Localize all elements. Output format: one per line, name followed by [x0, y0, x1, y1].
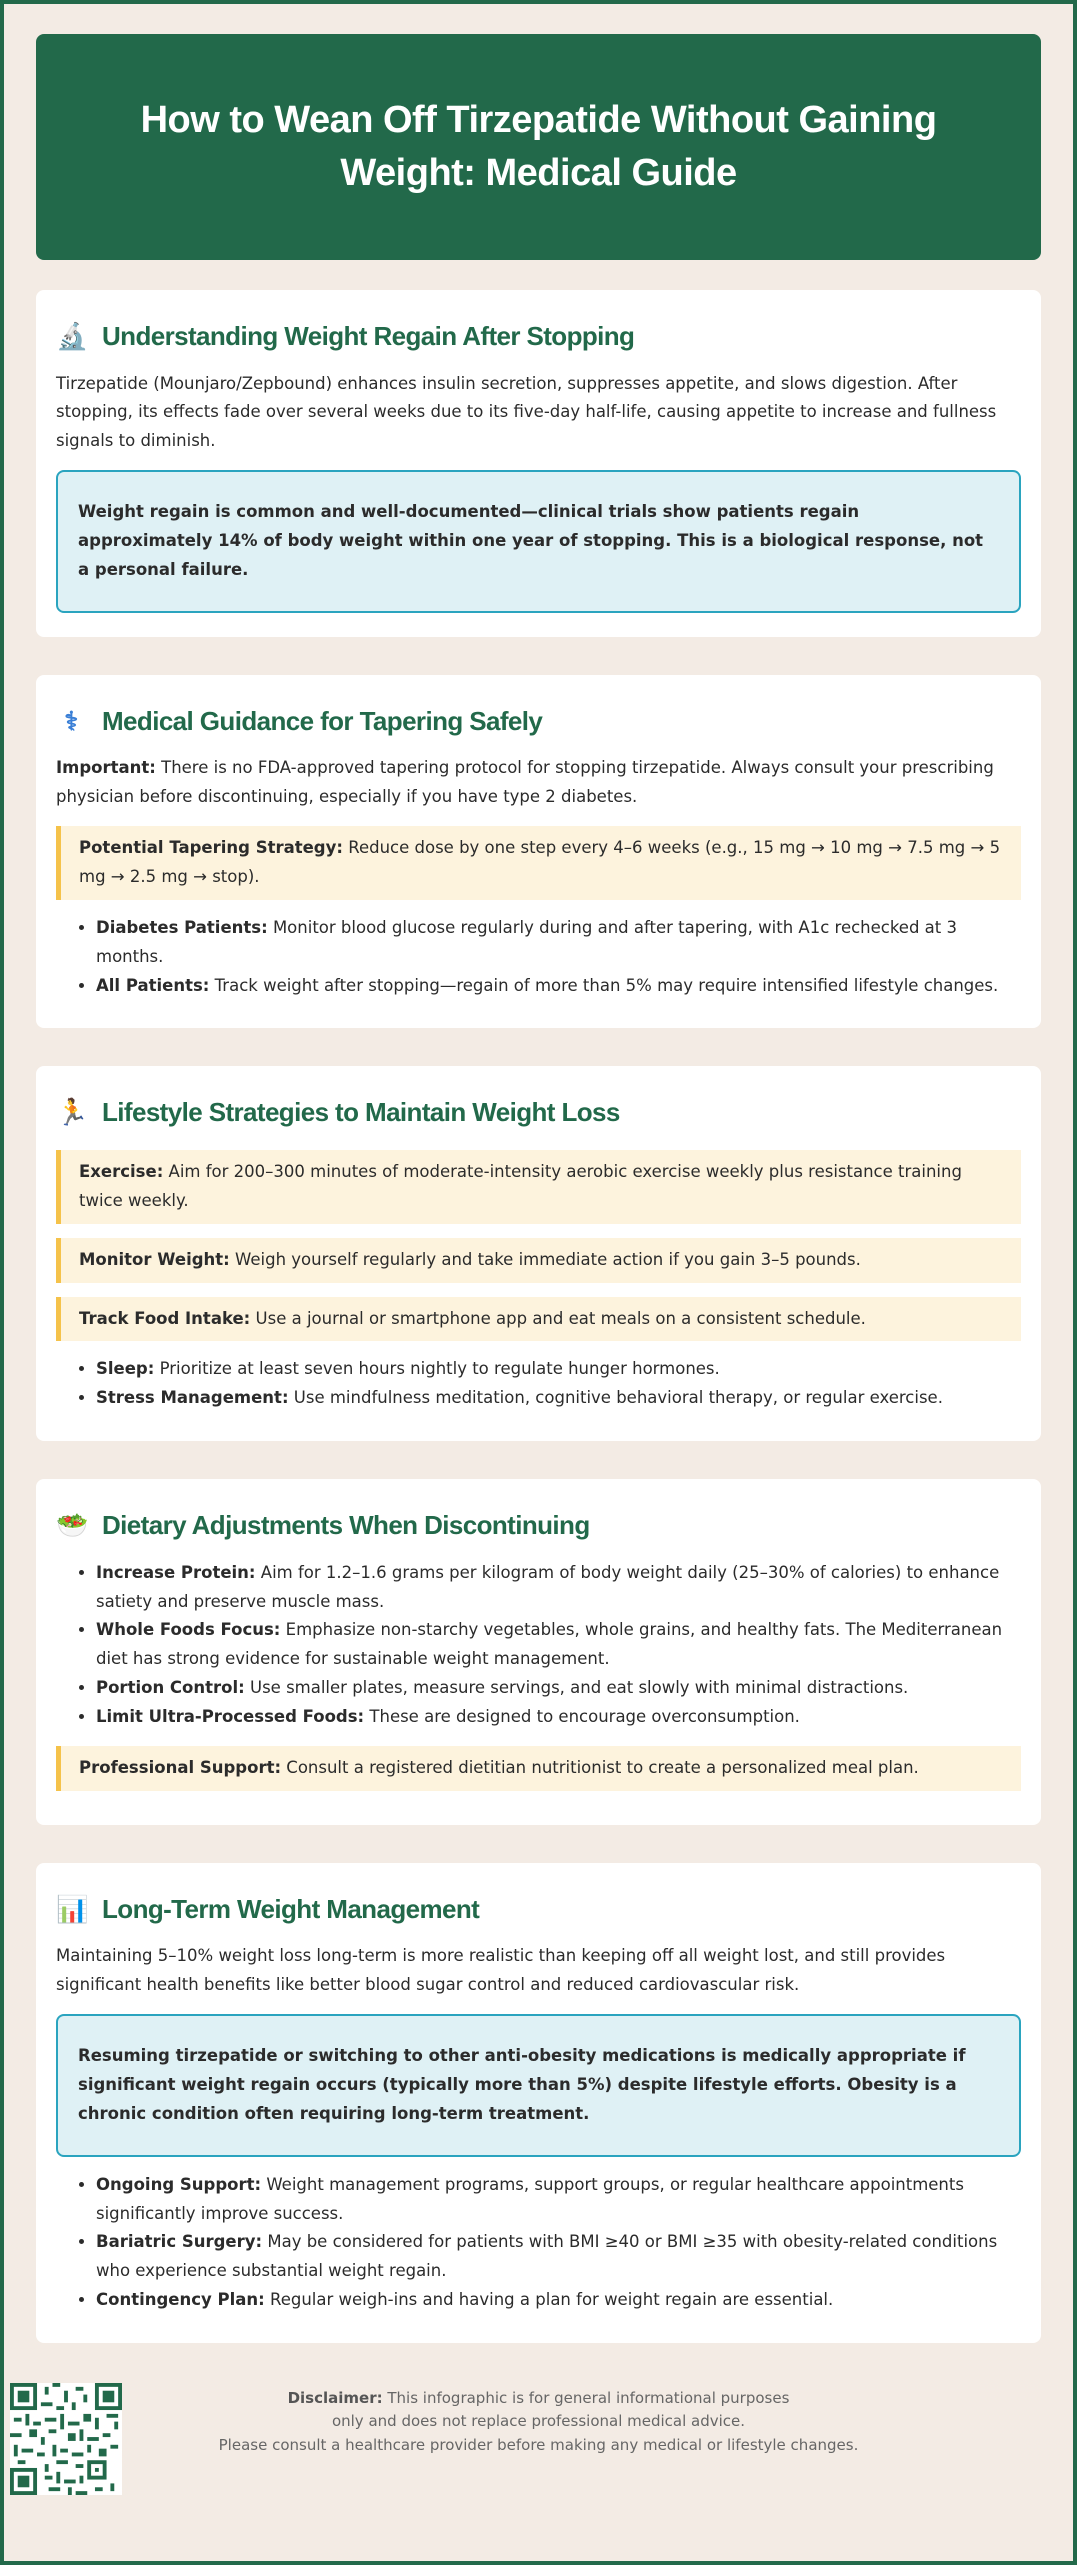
section-understanding: [36, 290, 1041, 637]
important-text: There is no FDA-approved tapering protocol for stopping tirzepatide. Always consult your prescribing physician before discontinuing, especially if you have type 2 diabetes.: [56, 758, 994, 807]
disclaimer-label: Disclaimer:: [287, 2389, 383, 2407]
runner-icon: 🏃: [56, 1097, 88, 1128]
tapering-note: [56, 826, 1021, 900]
professional-support-note: [56, 1746, 1021, 1791]
item-label: Diabetes Patients:: [96, 917, 268, 937]
note-label: Exercise:: [79, 1161, 164, 1181]
tip-note: [56, 1238, 1021, 1283]
section-heading: [56, 1090, 1021, 1136]
disclaimer-line: only and does not replace professional medical advice.: [331, 2412, 746, 2431]
item-text: Emphasize non-starchy vegetables, whole grains, and healthy fats. The Mediterranean diet has strong evidence for sustainable weight management.: [96, 1620, 1003, 1669]
salad-icon: 🥗: [56, 1510, 88, 1541]
microscope-icon: 🔬: [56, 321, 88, 351]
list-item: [96, 1674, 1021, 1703]
item-text: Aim for 1.2–1.6 grams per kilogram of body weight daily (25–30% of calories) to enhance satiety and preserve muscle mass.: [96, 1562, 1000, 1611]
disclaimer-line: Please consult a healthcare provider before making any medical or lifestyle changes.: [218, 2435, 859, 2454]
tip-note: [56, 1297, 1021, 1342]
list-item: [96, 2228, 1021, 2286]
list-item: [96, 972, 1021, 1001]
item-label: Contingency Plan:: [96, 2290, 265, 2310]
item-label: Limit Ultra-Processed Foods:: [96, 1707, 365, 1726]
item-text: Monitor blood glucose regularly during and after tapering, with A1c rechecked at 3 months.: [96, 917, 958, 966]
bullet-list: [56, 2171, 1021, 2315]
note-label: Potential Tapering Strategy:: [79, 838, 343, 857]
section-paragraph: Tirzepatide (Mounjaro/Zepbound) enhances insulin secretion, suppresses appetite, and slows digestion. After stopping, its effects fade over several weeks due to its five-day half-life, causing appetite to increase and fullness signals to diminish.: [56, 373, 997, 451]
page: [4, 4, 1073, 2343]
item-label: Bariatric Surgery:: [96, 2232, 263, 2252]
note-label: Professional Support:: [79, 1757, 282, 1777]
item-text: Use smaller plates, measure servings, and eat slowly with minimal distractions.: [244, 1678, 909, 1698]
bullet-list: [56, 1355, 1021, 1413]
section-title: Dietary Adjustments When Discontinuing: [102, 1510, 590, 1541]
note-text: Consult a registered dietitian nutritionist to create a personalized meal plan.: [281, 1757, 919, 1777]
item-text: Prioritize at least seven hours nightly to regulate hunger hormones.: [154, 1359, 720, 1379]
item-text: Regular weigh-ins and having a plan for weight regain are essential.: [264, 2290, 834, 2310]
callout-box: Resuming tirzepatide or switching to other anti-obesity medications is medically appropriate if significant weight regain occurs (typically more than 5%) despite lifestyle efforts. Obesity is a chronic condition often requiring long-term treatment.: [56, 2014, 1021, 2157]
section-heading: [56, 1503, 1021, 1549]
callout-box: Weight regain is common and well-documented—clinical trials show patients regain approximately 14% of body weight within one year of stopping. This is a biological response, not a personal failure.: [56, 470, 1021, 613]
bullet-list: [56, 914, 1021, 1001]
item-label: Increase Protein:: [96, 1562, 256, 1582]
disclaimer: [4, 2387, 1073, 2457]
note-text: Weigh yourself regularly and take immediate action if you gain 3–5 pounds.: [229, 1249, 861, 1269]
item-label: Whole Foods Focus:: [96, 1620, 281, 1640]
disclaimer-line: This infographic is for general informational purposes: [382, 2389, 790, 2407]
item-label: Stress Management:: [96, 1388, 289, 1408]
note-text: Use a journal or smartphone app and eat meals on a consistent schedule.: [250, 1308, 866, 1328]
page-header: [36, 34, 1041, 260]
note-label: Monitor Weight:: [79, 1249, 230, 1269]
item-label: Ongoing Support:: [96, 2174, 262, 2194]
section-title: Medical Guidance for Tapering Safely: [102, 705, 543, 736]
section-heading: [56, 1887, 1021, 1933]
list-item: [96, 1559, 1021, 1617]
list-item: [96, 914, 1021, 972]
list-item: [96, 1355, 1021, 1384]
item-text: These are designed to encourage overconsumption.: [364, 1707, 800, 1726]
caduceus-icon: ⚕: [64, 705, 78, 736]
list-item: [96, 1703, 1021, 1732]
item-text: May be considered for patients with BMI ≥40 or BMI ≥35 with obesity-related conditions who experience substantial weight regain.: [96, 2232, 998, 2281]
item-text: Track weight after stopping—regain of more than 5% may require intensified lifestyle changes.: [209, 975, 999, 995]
footer: [4, 2373, 1073, 2483]
note-text: Aim for 200–300 minutes of moderate-intensity aerobic exercise weekly plus resistance training twice weekly.: [79, 1161, 962, 1210]
section-heading: [56, 314, 1021, 360]
item-text: Weight management programs, support groups, or regular healthcare appointments significantly improve success.: [96, 2174, 964, 2223]
item-label: All Patients:: [96, 975, 210, 995]
important-paragraph: [56, 754, 1021, 812]
section-title: Lifestyle Strategies to Maintain Weight Loss: [102, 1097, 620, 1128]
section-dietary: [36, 1479, 1041, 1825]
list-item: [96, 2171, 1021, 2229]
section-title: Long-Term Weight Management: [102, 1893, 480, 1924]
list-item: [96, 2286, 1021, 2315]
section-paragraph: Maintaining 5–10% weight loss long-term is more realistic than keeping off all weight lost, and still provides significant health benefits like better blood sugar control and reduced cardiovascular risk.: [56, 1946, 946, 1995]
item-label: Portion Control:: [96, 1678, 245, 1698]
item-text: Use mindfulness meditation, cognitive behavioral therapy, or regular exercise.: [288, 1388, 943, 1408]
section-longterm: [36, 1863, 1041, 2343]
section-medical: [36, 675, 1041, 1029]
section-lifestyle: [36, 1066, 1041, 1441]
page-title: How to Wean Off Tirzepatide Without Gaining Weight: Medical Guide: [140, 98, 937, 194]
bar-chart-icon: 📊: [56, 1893, 88, 1924]
important-label: Important:: [56, 758, 156, 778]
list-item: [96, 1616, 1021, 1674]
note-text: Reduce dose by one step every 4–6 weeks (e.g., 15 mg → 10 mg → 7.5 mg → 5 mg → 2.5 mg → stop).: [79, 838, 1001, 886]
note-label: Track Food Intake:: [79, 1308, 251, 1328]
list-item: [96, 1384, 1021, 1413]
item-label: Sleep:: [96, 1359, 155, 1379]
section-title: Understanding Weight Regain After Stopping: [102, 321, 635, 351]
bullet-list: [56, 1559, 1021, 1732]
tip-note: [56, 1150, 1021, 1224]
section-heading: [56, 699, 1021, 745]
